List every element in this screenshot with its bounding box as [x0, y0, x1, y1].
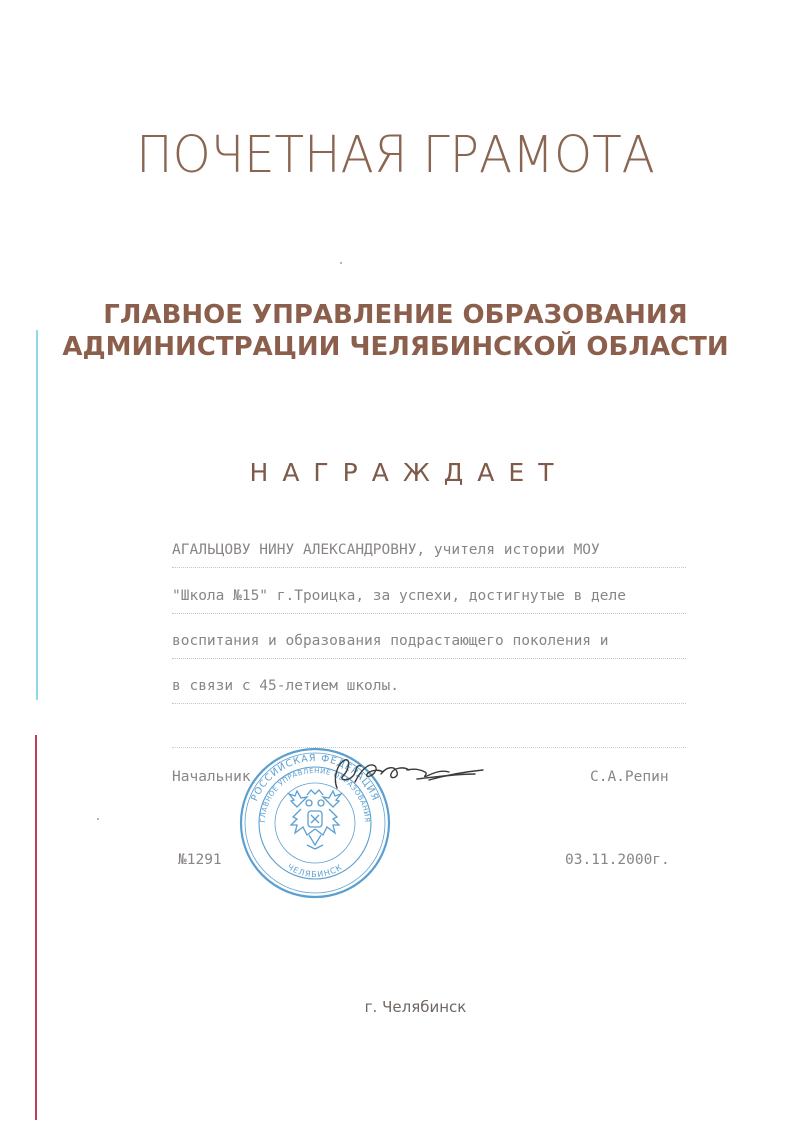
document-date: 03.11.2000г.	[565, 852, 670, 868]
seal-text-bottom: ЧЕЛЯБИНСК	[285, 862, 345, 880]
scan-edge-mark	[36, 330, 38, 700]
double-headed-eagle-icon	[289, 790, 341, 849]
issuer-line-1: ГЛАВНОЕ УПРАВЛЕНИЕ ОБРАЗОВАНИЯ	[103, 300, 688, 330]
seal-text-inner: ГЛАВНОЕ УПРАВЛЕНИЕ ОБРАЗОВАНИЯ	[258, 766, 372, 823]
seal-text-top: РОССИЙСКАЯ ФЕДЕРАЦИЯ	[249, 752, 381, 803]
handwritten-signature	[325, 752, 490, 797]
scan-speck	[340, 262, 342, 264]
awards-heading: НАГРАЖДАЕТ	[249, 458, 568, 487]
body-text-line: воспитания и образования подрастающего поколения и	[172, 624, 686, 659]
signatory-name: С.А.Репин	[590, 769, 669, 785]
body-text-line: в связи с 45-летием школы.	[172, 669, 686, 704]
scan-edge-mark	[35, 735, 37, 1120]
certificate-title: ПОЧЕТНАЯ ГРАМОТА	[136, 126, 655, 185]
issuer-line-2: АДМИНИСТРАЦИИ ЧЕЛЯБИНСКОЙ ОБЛАСТИ	[62, 332, 729, 362]
body-text-line: АГАЛЬЦОВУ НИНУ АЛЕКСАНДРОВНУ, учителя истории МОУ	[172, 533, 686, 568]
body-text-line: "Школа №15" г.Троицка, за успехи, достигнутые в деле	[172, 579, 686, 614]
scan-speck	[97, 818, 99, 820]
document-number: №1291	[178, 852, 222, 868]
signatory-position: Начальник	[172, 769, 251, 785]
city-name: г. Челябинск	[364, 998, 467, 1016]
svg-text:ЧЕЛЯБИНСК	[286, 862, 345, 879]
